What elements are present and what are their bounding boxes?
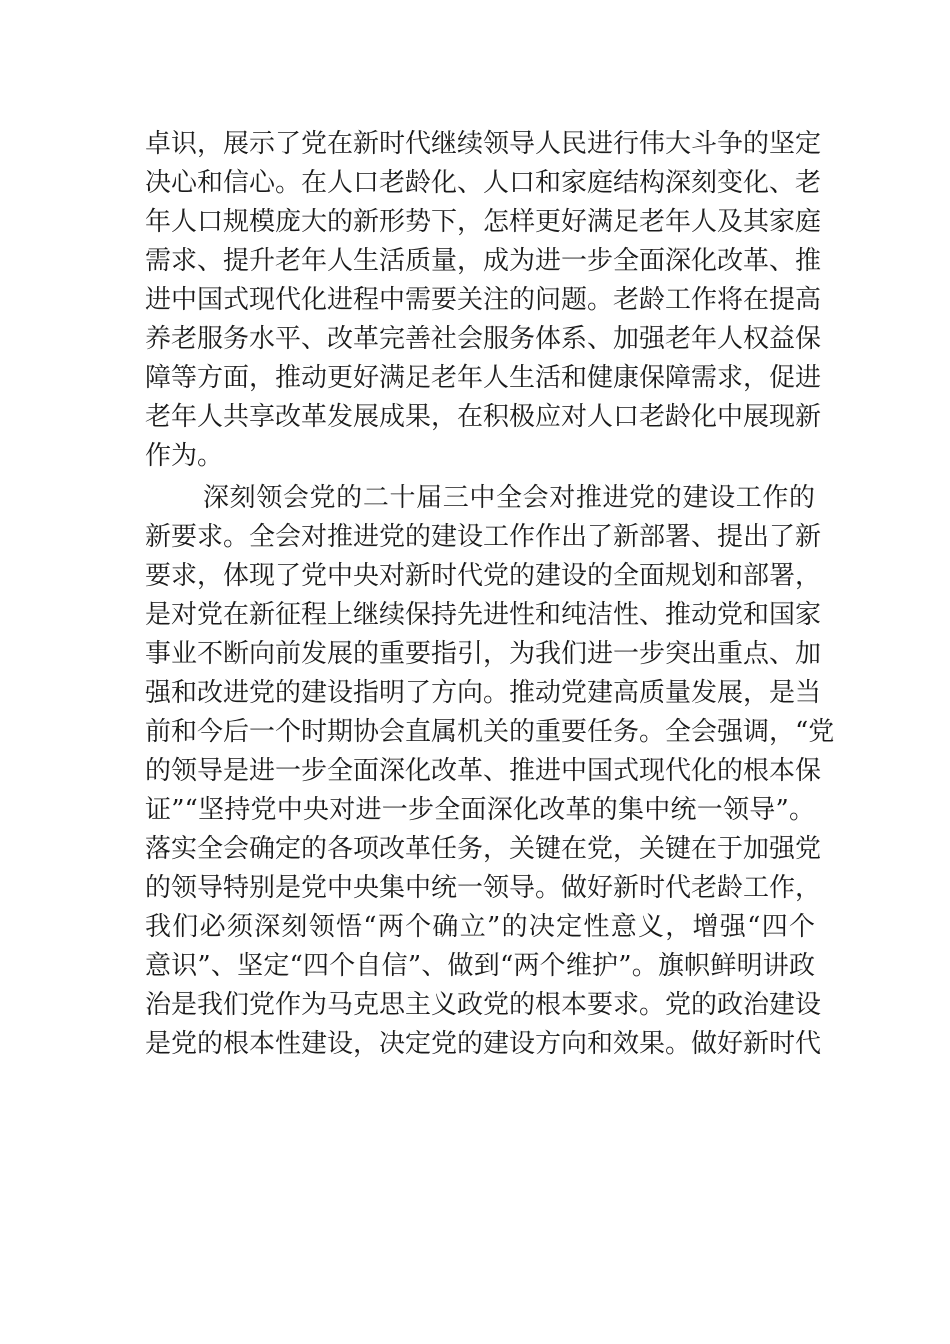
paragraph-1-line: 进中国式现代化进程中需要关注的问题。老龄工作将在提高 — [145, 285, 822, 315]
paragraph-2-line: 事业不断向前发展的重要指引，为我们进一步突出重点、加 — [145, 639, 822, 669]
paragraph-2-line: 治是我们党作为马克思主义政党的根本要求。党的政治建设 — [145, 990, 822, 1020]
paragraph-2-line: 是对党在新征程上继续保持先进性和纯洁性、推动党和国家 — [145, 600, 822, 630]
paragraph-1-line: 需求、提升老年人生活质量，成为进一步全面深化改革、推 — [145, 246, 822, 276]
paragraph-1-line: 障等方面，推动更好满足老年人生活和健康保障需求，促进 — [145, 363, 822, 393]
paragraph-2-line: 要求，体现了党中央对新时代党的建设的全面规划和部署， — [145, 561, 822, 591]
paragraph-2-line: 证”“坚持党中央对进一步全面深化改革的集中统一领导”。 — [145, 795, 815, 825]
paragraph-2-line: 的领导特别是党中央集中统一领导。做好新时代老龄工作， — [145, 873, 822, 903]
paragraph-2 — [145, 479, 835, 1064]
paragraph-2-line: 落实全会确定的各项改革任务，关键在党，关键在于加强党 — [145, 834, 822, 864]
paragraph-2-line: 前和今后一个时期协会直属机关的重要任务。全会强调，“党 — [145, 717, 835, 747]
paragraph-1 — [145, 125, 822, 476]
paragraph-1-line: 作为。 — [145, 441, 224, 471]
paragraph-2-line: 强和改进党的建设指明了方向。推动党建高质量发展，是当 — [145, 678, 822, 708]
paragraph-2-line: 的领导是进一步全面深化改革、推进中国式现代化的根本保 — [145, 756, 822, 786]
paragraph-1-line: 决心和信心。在人口老龄化、人口和家庭结构深刻变化、老 — [145, 168, 822, 198]
paragraph-1-line: 老年人共享改革发展成果，在积极应对人口老龄化中展现新 — [145, 402, 822, 432]
paragraph-2-line: 意识”、坚定“四个自信”、做到“两个维护”。旗帜鲜明讲政 — [145, 951, 815, 981]
paragraph-1-line: 养老服务水平、改革完善社会服务体系、加强老年人权益保 — [145, 324, 822, 354]
paragraph-1-line: 卓识，展示了党在新时代继续领导人民进行伟大斗争的坚定 — [145, 129, 822, 159]
paragraph-2-line: 我们必须深刻领悟“两个确立”的决定性意义，增强“四个 — [145, 912, 815, 942]
paragraph-2-line: 新要求。全会对推进党的建设工作作出了新部署、提出了新 — [145, 522, 822, 552]
paragraph-2-line: 是党的根本性建设，决定党的建设方向和效果。做好新时代 — [145, 1029, 822, 1059]
paragraph-1-line: 年人口规模庞大的新形势下，怎样更好满足老年人及其家庭 — [145, 207, 822, 237]
paragraph-2-line: 深刻领会党的二十届三中全会对推进党的建设工作的 — [203, 483, 815, 513]
